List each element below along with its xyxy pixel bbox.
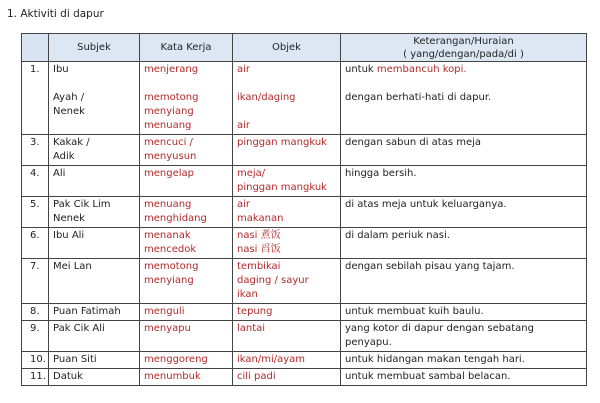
cell-objek-line: ikan/daging: [237, 92, 296, 103]
cell-subjek-line: Ayah /: [53, 92, 85, 103]
cell-subjek-line: Ali: [53, 168, 66, 179]
cell-kata-kerja-line: menyiang: [144, 275, 194, 286]
cell-objek-line: [237, 77, 336, 91]
table-row: [22, 259, 587, 304]
cell-objek-line: tepung: [237, 306, 273, 317]
cell-kata-kerja: [140, 197, 233, 228]
header-objek: Objek: [233, 34, 341, 62]
cell-subjek-line: Kakak /: [53, 137, 90, 148]
cell-kata-kerja-line: [144, 77, 228, 91]
cell-kata-kerja-line: menuang: [144, 199, 192, 210]
cell-subjek-line: Pak Cik Ali: [53, 323, 105, 334]
table-row: [22, 369, 587, 386]
row-number: 7.: [22, 259, 49, 304]
cell-keterangan-line: untuk hidangan makan tengah hari.: [345, 354, 525, 365]
table-row: [22, 304, 587, 321]
cell-subjek-line: Datuk: [53, 371, 83, 382]
cell-keterangan: [341, 259, 587, 304]
cell-keterangan: [341, 304, 587, 321]
cell-objek-line: nasi 煮饭: [237, 230, 281, 241]
row-number: 5.: [22, 197, 49, 228]
cell-kata-kerja-line: memotong: [144, 92, 199, 103]
row-number: 11.: [22, 369, 49, 386]
cell-kata-kerja-line: menggoreng: [144, 354, 208, 365]
table-row: [22, 352, 587, 369]
page-heading: 1. Aktiviti di dapur: [7, 8, 104, 20]
cell-kata-kerja: [140, 135, 233, 166]
row-number: 6.: [22, 228, 49, 259]
cell-kata-kerja-line: menjerang: [144, 64, 199, 75]
cell-keterangan-line: di atas meja untuk keluarganya.: [345, 199, 507, 210]
cell-keterangan: [341, 321, 587, 352]
cell-subjek-line: Nenek: [53, 106, 85, 117]
cell-kata-kerja: [140, 352, 233, 369]
cell-subjek: [49, 304, 140, 321]
cell-subjek: [49, 259, 140, 304]
cell-objek-line: meja/: [237, 168, 266, 179]
row-number: 3.: [22, 135, 49, 166]
row-number: 4.: [22, 166, 49, 197]
cell-subjek-line: Adik: [53, 151, 75, 162]
cell-subjek-line: Nenek: [53, 213, 85, 224]
cell-kata-kerja-line: menguli: [144, 306, 185, 317]
cell-objek-line: air: [237, 199, 251, 210]
cell-objek: [233, 352, 341, 369]
cell-subjek-line: Pak Cik Lim: [53, 199, 111, 210]
header-number: [22, 34, 49, 62]
cell-subjek: [49, 166, 140, 197]
header-subjek: Subjek: [49, 34, 140, 62]
cell-keterangan-line: dengan berhati-hati di dapur.: [345, 92, 492, 103]
table-row: [22, 135, 587, 166]
cell-kata-kerja-line: menyusun: [144, 151, 197, 162]
cell-objek: [233, 166, 341, 197]
keterangan-segment: untuk: [345, 64, 377, 75]
cell-objek: [233, 304, 341, 321]
row-number: 1.: [22, 62, 49, 135]
activity-table: [21, 33, 587, 386]
cell-keterangan-line: penyapu.: [345, 337, 392, 348]
cell-subjek: [49, 321, 140, 352]
cell-subjek-line: [53, 77, 135, 91]
header-keterangan-line2: ( yang/dengan/pada/di ): [403, 48, 524, 60]
cell-objek: [233, 259, 341, 304]
cell-objek: [233, 228, 341, 259]
cell-subjek: [49, 62, 140, 135]
cell-keterangan-line: untuk membuat kuih baulu.: [345, 306, 484, 317]
cell-subjek-line: Ibu: [53, 64, 69, 75]
cell-objek-line: [237, 105, 336, 119]
cell-kata-kerja: [140, 304, 233, 321]
cell-objek-line: air: [237, 120, 251, 131]
cell-kata-kerja: [140, 259, 233, 304]
cell-keterangan: [341, 369, 587, 386]
cell-kata-kerja-line: mencedok: [144, 244, 197, 255]
table-row: [22, 197, 587, 228]
cell-keterangan: [341, 135, 587, 166]
cell-keterangan: [341, 166, 587, 197]
cell-subjek-line: Ibu Ali: [53, 230, 85, 241]
cell-objek-line: air: [237, 64, 251, 75]
cell-kata-kerja-line: memotong: [144, 261, 199, 272]
table-header-row: [22, 34, 587, 62]
header-keterangan: [341, 34, 587, 62]
table-row: [22, 62, 587, 135]
cell-objek-line: pinggan mangkuk: [237, 137, 327, 148]
cell-subjek: [49, 135, 140, 166]
cell-kata-kerja: [140, 62, 233, 135]
row-number: 10.: [22, 352, 49, 369]
cell-objek-line: ikan/mi/ayam: [237, 354, 306, 365]
cell-objek-line: pinggan mangkuk: [237, 182, 327, 193]
cell-keterangan-line: di dalam periuk nasi.: [345, 230, 450, 241]
cell-subjek-line: Puan Fatimah: [53, 306, 121, 317]
cell-keterangan-line: hingga bersih.: [345, 168, 417, 179]
cell-kata-kerja-line: menanak: [144, 230, 191, 241]
cell-kata-kerja-line: menumbuk: [144, 371, 201, 382]
cell-keterangan-line: dengan sabun di atas meja: [345, 137, 482, 148]
cell-keterangan-line: dengan sebilah pisau yang tajam.: [345, 261, 515, 272]
cell-objek-line: makanan: [237, 213, 284, 224]
header-kata-kerja: Kata Kerja: [140, 34, 233, 62]
cell-kata-kerja-line: mengelap: [144, 168, 194, 179]
cell-keterangan: [341, 62, 587, 135]
cell-kata-kerja-line: menyapu: [144, 323, 191, 334]
cell-objek: [233, 321, 341, 352]
row-number: 8.: [22, 304, 49, 321]
keterangan-segment: membancuh kopi.: [376, 64, 467, 75]
cell-keterangan: [341, 197, 587, 228]
cell-subjek: [49, 369, 140, 386]
cell-subjek-line: Mei Lan: [53, 261, 92, 272]
cell-objek-line: cili padi: [237, 371, 276, 382]
cell-keterangan-line: [345, 63, 582, 77]
cell-objek-line: nasi 舀饭: [237, 244, 281, 255]
row-number: 9.: [22, 321, 49, 352]
cell-subjek: [49, 352, 140, 369]
cell-keterangan-line: yang kotor di dapur dengan sebatang: [345, 323, 534, 334]
cell-kata-kerja-line: mencuci /: [144, 137, 193, 148]
cell-objek: [233, 62, 341, 135]
cell-kata-kerja: [140, 228, 233, 259]
cell-keterangan: [341, 352, 587, 369]
cell-objek-line: tembikai: [237, 261, 281, 272]
header-keterangan-line1: Keterangan/Huraian: [413, 35, 514, 47]
table-row: [22, 321, 587, 352]
cell-objek: [233, 197, 341, 228]
cell-kata-kerja-line: menghidang: [144, 213, 207, 224]
table-row: [22, 228, 587, 259]
cell-objek: [233, 369, 341, 386]
table-row: [22, 166, 587, 197]
spacer: [345, 77, 582, 91]
cell-subjek: [49, 228, 140, 259]
cell-kata-kerja-line: menyiang: [144, 106, 194, 117]
cell-objek-line: lantai: [237, 323, 266, 334]
cell-keterangan-line: untuk membuat sambal belacan.: [345, 371, 511, 382]
cell-kata-kerja: [140, 166, 233, 197]
cell-kata-kerja: [140, 369, 233, 386]
cell-kata-kerja-line: menuang: [144, 120, 192, 131]
cell-keterangan: [341, 228, 587, 259]
cell-subjek: [49, 197, 140, 228]
cell-kata-kerja: [140, 321, 233, 352]
cell-objek-line: ikan: [237, 289, 258, 300]
cell-objek-line: daging / sayur: [237, 275, 309, 286]
cell-subjek-line: Puan Siti: [53, 354, 97, 365]
cell-objek: [233, 135, 341, 166]
